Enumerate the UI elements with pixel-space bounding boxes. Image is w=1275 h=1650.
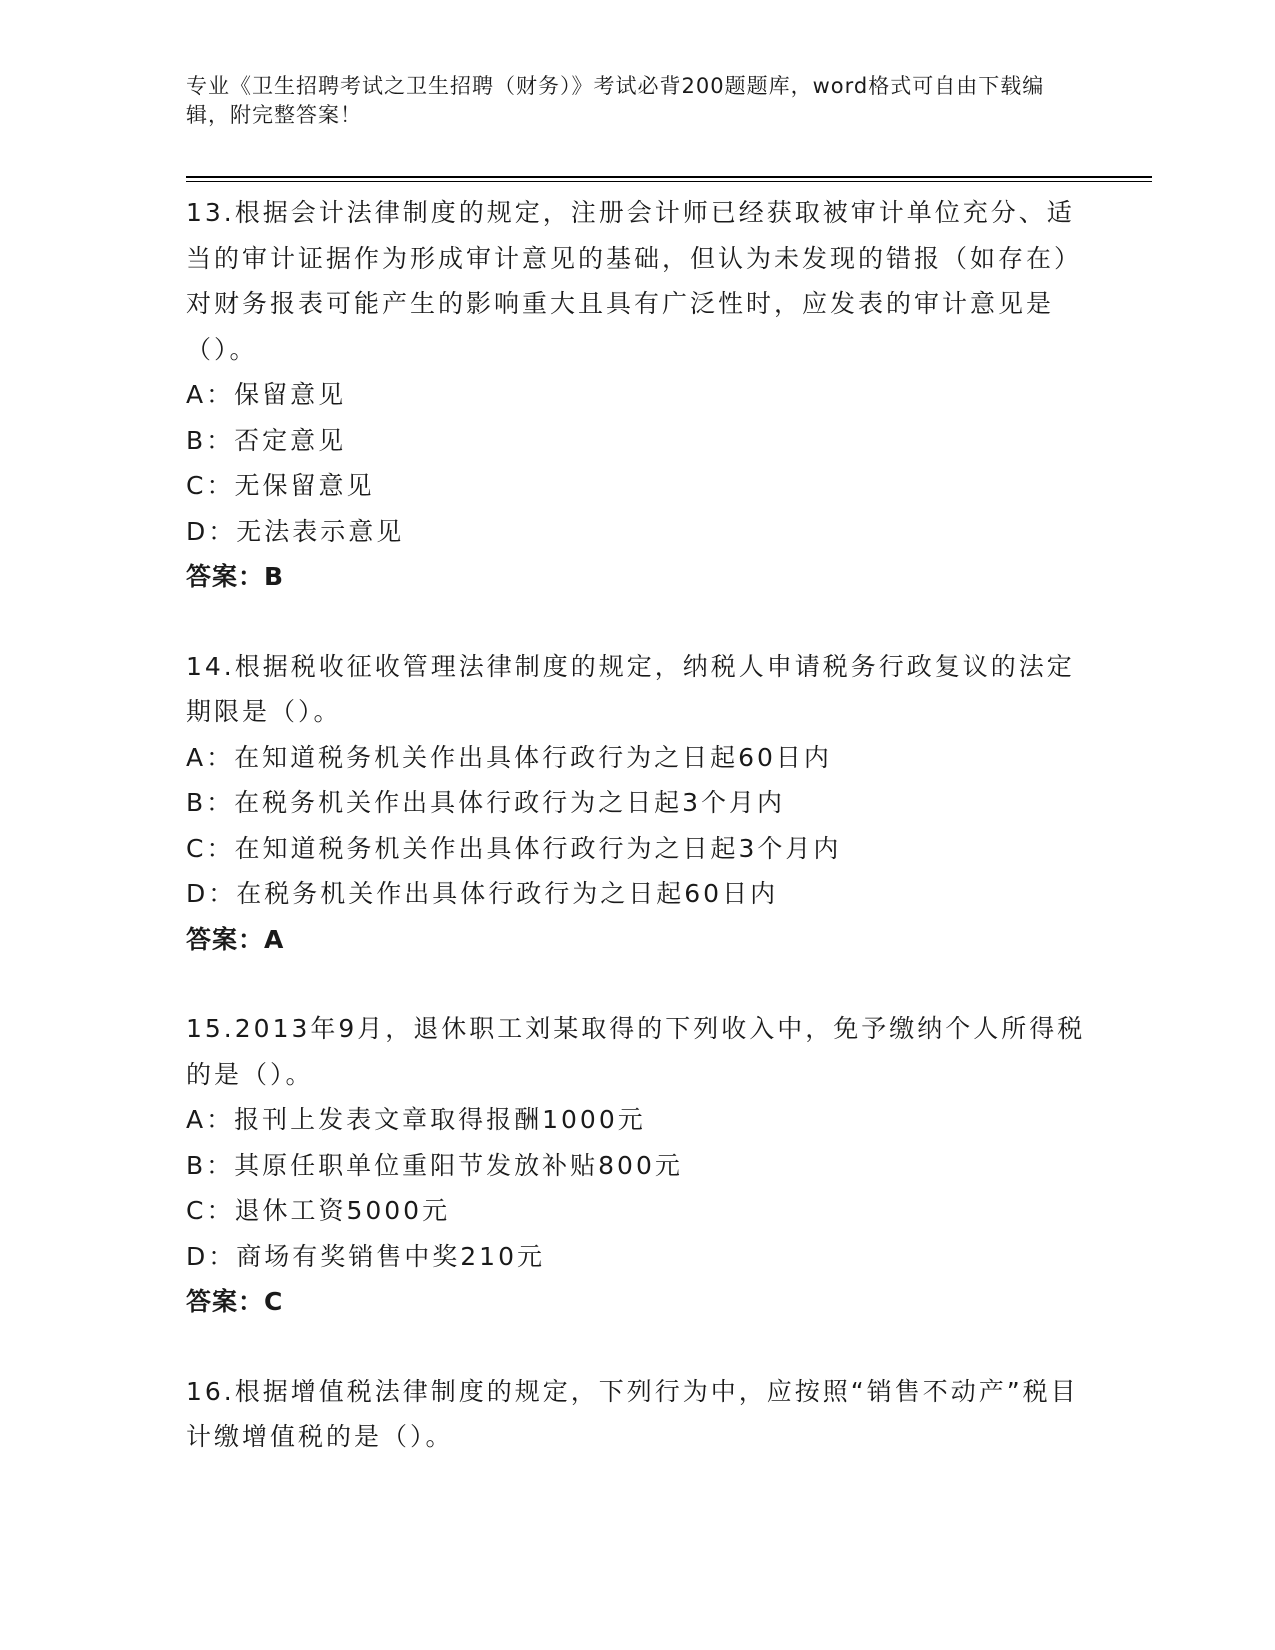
option-a: A：在知道税务机关作出具体行政行为之日起60日内 [186, 742, 832, 772]
question-stem: 14.根据税收征收管理法律制度的规定，纳税人申请税务行政复议的法定期限是（）。 [186, 651, 1075, 726]
option-a: A：保留意见 [186, 380, 347, 409]
option-d: D：在税务机关作出具体行政行为之日起60日内 [186, 879, 779, 908]
answer-line: 答案：A [186, 924, 285, 954]
option-d: D：无法表示意见 [186, 516, 405, 546]
question-13 [186, 190, 1086, 600]
document-header: 专业《卫生招聘考试之卫生招聘（财务）》考试必背200题题库，word格式可自由下载编辑，附完整答案！ [186, 74, 1045, 127]
question-spacer [186, 600, 1086, 644]
option-c: C：在知道税务机关作出具体行政行为之日起3个月内 [186, 833, 842, 863]
option-b: B：在税务机关作出具体行政行为之日起3个月内 [186, 788, 786, 817]
header-divider-thin [186, 181, 1152, 182]
question-15 [186, 1006, 1086, 1325]
answer-line: 答案：C [186, 1287, 284, 1316]
question-spacer [186, 1325, 1086, 1369]
question-stem: 16.根据增值税法律制度的规定，下列行为中，应按照“销售不动产”税目计缴增值税的是（）。 [186, 1376, 1079, 1451]
option-c: C：退休工资5000元 [186, 1196, 451, 1225]
question-list [186, 190, 1086, 1460]
option-d: D：商场有奖销售中奖210元 [186, 1241, 545, 1271]
question-spacer [186, 962, 1086, 1006]
question-14 [186, 644, 1086, 963]
question-stem: 15.2013年9月，退休职工刘某取得的下列收入中，免予缴纳个人所得税的是（）。 [186, 1014, 1086, 1089]
option-b: B：否定意见 [186, 425, 347, 455]
question-16 [186, 1369, 1086, 1460]
question-stem: 13.根据会计法律制度的规定，注册会计师已经获取被审计单位充分、适当的审计证据作为形成审计意见的基础，但认为未发现的错报（如存在）对财务报表可能产生的影响重大且具有广泛性时，应发表的审计意见是（）。 [186, 198, 1083, 364]
option-a: A：报刊上发表文章取得报酬1000元 [186, 1105, 646, 1134]
answer-line: 答案：B [186, 562, 285, 591]
option-b: B：其原任职单位重阳节发放补贴800元 [186, 1150, 683, 1180]
option-c: C：无保留意见 [186, 471, 375, 500]
header-divider [186, 176, 1152, 178]
